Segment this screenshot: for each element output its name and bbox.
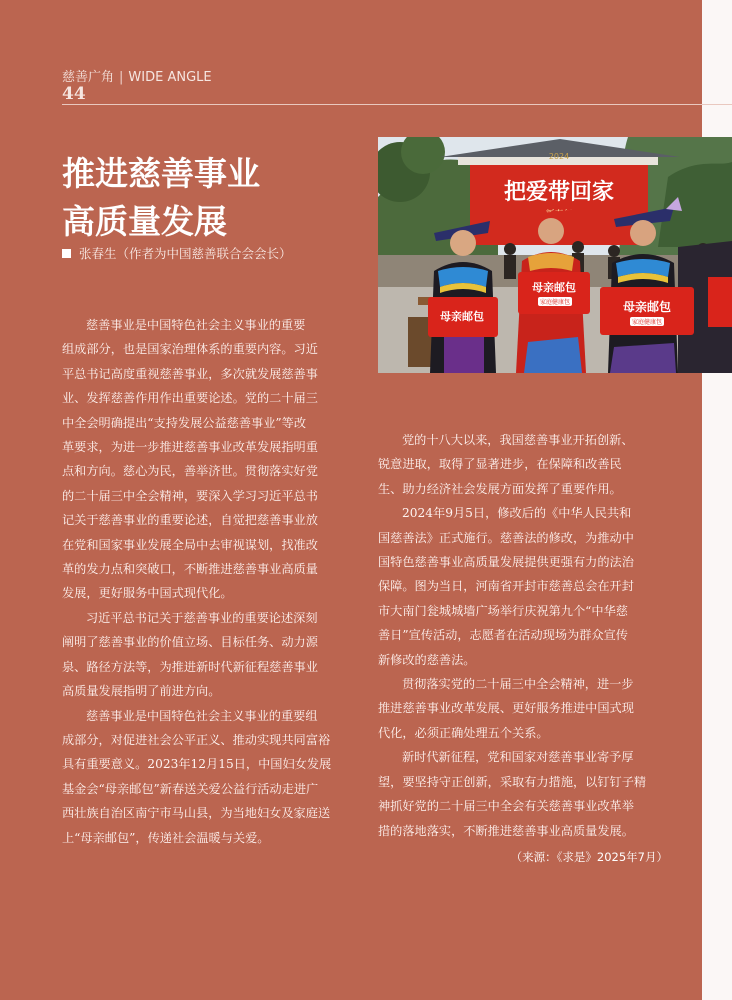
- body-line: 国慈善法》正式施行。慈善法的修改，为推动中: [378, 530, 634, 545]
- body-line: 的二十届三中全会精神，要深入学习习近平总书: [62, 488, 318, 503]
- body-line: 业、发挥慈善作用作出重要论述。党的二十届三: [62, 391, 318, 406]
- body-line: 党的十八大以来，我国慈善事业开拓创新、: [402, 433, 634, 447]
- body-line: 上“母亲邮包”，传递社会温暖与关爱。: [62, 830, 270, 845]
- bag-label: 母亲邮包: [440, 310, 484, 323]
- body-line: 慈善事业是中国特色社会主义事业的重要组: [86, 708, 318, 723]
- banner-text: 把爱带回家: [503, 179, 615, 205]
- body-line: 组成部分，也是国家治理体系的重要内容。习近: [62, 342, 318, 357]
- byline-text: 张春生（作者为中国慈善联合会会长）: [79, 246, 292, 261]
- byline-square-icon: [62, 249, 71, 258]
- title-line: 推进慈善事业: [62, 154, 260, 193]
- body-line: 阐明了慈善事业的价值立场、目标任务、动力源: [62, 635, 318, 650]
- body-line: 代化，必须正确处理五个关系。: [378, 725, 549, 740]
- article-source: （来源：《求是》2025年7月）: [510, 849, 668, 864]
- body-line: 革的发力点和突破口，不断推进慈善事业高质量: [62, 562, 318, 577]
- body-line: 慈善事业是中国特色社会主义事业的重要: [86, 318, 306, 332]
- body-line: 习近平总书记关于慈善事业的重要论述深刻: [86, 610, 318, 625]
- article-title: [62, 150, 362, 246]
- section-name-en: WIDE ANGLE: [128, 70, 212, 85]
- body-line: 推进慈善事业改革发展、更好服务推进中国式现: [378, 701, 634, 716]
- body-line: 善日”宣传活动，志愿者在活动现场为群众宣传: [378, 628, 628, 643]
- body-line: 神抓好党的二十届三中全会有关慈善事业改革举: [378, 799, 634, 814]
- article-body-right-column: [378, 428, 668, 869]
- body-line: 措的落地落实，不断推进慈善事业高质量发展。: [378, 823, 634, 838]
- body-line: 2024年9月5日，修改后的《中华人民共和: [402, 506, 632, 521]
- title-line: 高质量发展: [62, 202, 227, 241]
- author-byline: [62, 244, 292, 262]
- body-line: 西壮族自治区南宁市马山县，为当地妇女及家庭送: [62, 806, 331, 821]
- body-line: 生、助力经济社会发展方面发挥了重要作用。: [378, 481, 622, 496]
- body-line: 记关于慈善事业的重要论述，自觉把慈善事业放: [62, 513, 318, 528]
- body-line: 国特色慈善事业高质量发展提供更强有力的法治: [378, 555, 634, 570]
- body-line: 平总书记高度重视慈善事业，多次就发展慈善事: [62, 366, 318, 381]
- body-line: 点和方向。慈心为民，善举济世。贯彻落实好党: [62, 464, 318, 479]
- body-line: 革要求，为进一步推进慈善事业改革发展指明重: [62, 440, 318, 455]
- body-line: 具有重要意义。2023年12月15日，中国妇女发展: [62, 757, 332, 772]
- header-rule: [62, 104, 732, 105]
- body-line: 锐意进取，取得了显著进步，在保障和改善民: [378, 457, 622, 472]
- bag-subtext: 家庭健康包: [539, 299, 571, 306]
- body-line: 新时代新征程，党和国家对慈善事业寄予厚: [402, 750, 634, 765]
- body-line: 望，要坚持守正创新，采取有力措施，以钉钉子精: [378, 774, 647, 789]
- bag-subtext: 家庭健康包: [631, 319, 663, 326]
- body-line: 市大南门瓮城城墙广场举行庆祝第九个“中华慈: [378, 603, 628, 618]
- banner-year: 2024: [548, 152, 570, 161]
- section-divider: |: [119, 70, 124, 85]
- body-line: 保障。图为当日，河南省开封市慈善总会在开封: [378, 579, 634, 594]
- body-line: 新修改的慈善法。: [378, 652, 476, 667]
- body-line: 在党和国家事业发展全局中去审视谋划，找准改: [62, 537, 318, 552]
- body-line: 发展，更好服务中国式现代化。: [62, 586, 233, 601]
- bag-label: 母亲邮包: [532, 281, 576, 294]
- body-line: 中全会明确提出“支持发展公益慈善事业”等改: [62, 415, 307, 430]
- section-header: [62, 66, 212, 85]
- article-photo: [378, 137, 732, 373]
- bag-label: 母亲邮包: [622, 300, 672, 314]
- section-name-cn: 慈善广角: [62, 70, 115, 85]
- body-line: 高质量发展指明了前进方向。: [62, 684, 221, 699]
- page-number: 44: [62, 84, 86, 104]
- body-line: 贯彻落实党的二十届三中全会精神，进一步: [402, 677, 634, 692]
- body-line: 泉、路径方法等，为推进新时代新征程慈善事业: [62, 659, 318, 674]
- article-body-left-column: [62, 313, 352, 850]
- body-line: 成部分，对促进社会公平正义、推动实现共同富裕: [62, 732, 331, 747]
- body-line: 基金会“母亲邮包”新春送关爱公益行活动走进广: [62, 781, 319, 796]
